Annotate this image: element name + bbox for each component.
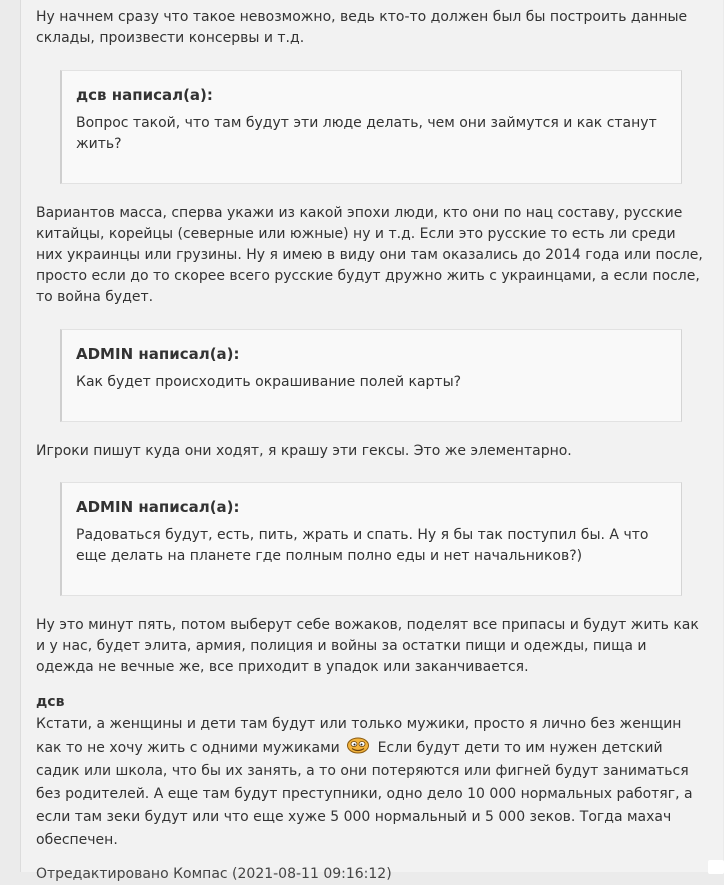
smiley-icon: [346, 736, 370, 754]
quote-block: [60, 70, 682, 184]
quote-block: [60, 482, 682, 596]
quote-author: ADMIN написал(а):: [76, 498, 240, 516]
quote-author: ADMIN написал(а):: [76, 345, 240, 363]
forum-post: [20, 0, 723, 882]
quote-block: [60, 329, 682, 422]
quote-text: Вопрос такой, что там будут эти люде делать, чем они займутся и как станут жить?: [76, 115, 657, 152]
edited-note: Отредактировано Компас (2021-08-11 09:16:12): [36, 866, 392, 882]
quote-text: Радоваться будут, есть, пить, жрать и спать. Ну я бы так поступил бы. А что еще делать на планете где полным полно еды и нет начальников?): [76, 527, 649, 564]
post-text-segment: Кстати, а женщины и дети там будут или только мужики, просто я лично без женщин как то не хочу жить с одними мужиками: [36, 716, 682, 756]
post-text-segment: Если будут дети то им нужен детский садик или школа, что бы их занять, а то они потеряются или фигней будут заниматься без родителей. А еще там будут преступники, одно дело 10 000 нормальных работяг, а если там зеки будут или что еще хуже 5 000 нормальный и 5 000 зеков. Тогда махач обеспечен.: [36, 740, 693, 848]
post-content: [36, 7, 706, 885]
post-paragraph: Ну начнем сразу что такое невозможно, ведь кто-то должен был бы построить данные склады, произвести консервы и т.д.: [36, 9, 688, 46]
quote-text: Как будет происходить окрашивание полей карты?: [76, 374, 462, 390]
quote-author: дсв написал(а):: [76, 86, 213, 104]
post-paragraph: [36, 713, 706, 852]
quoted-username: дсв: [36, 694, 65, 710]
post-paragraph: Игроки пишут куда они ходят, я крашу эти гексы. Это же элементарно.: [36, 443, 572, 459]
post-paragraph: Вариантов масса, сперва укажи из какой эпохи люди, кто они по нац составу, русские китайцы, корейцы (северные или южные) ну и т.д. Если это русские то есть ли среди них украинцы или грузины. Ну я имею в виду они там оказались до 2014 года или после, просто если до то скорее всего русские будут дружно жить с украинцами, а если после, то война будет.: [36, 205, 703, 305]
post-paragraph: Ну это минут пять, потом выберут себе вожаков, поделят все припасы и будут жить как и у нас, будет элита, армия, полиция и войны за остатки пищи и одежды, пища и одежда не вечные же, все приходит в упадок или заканчивается.: [36, 617, 699, 675]
